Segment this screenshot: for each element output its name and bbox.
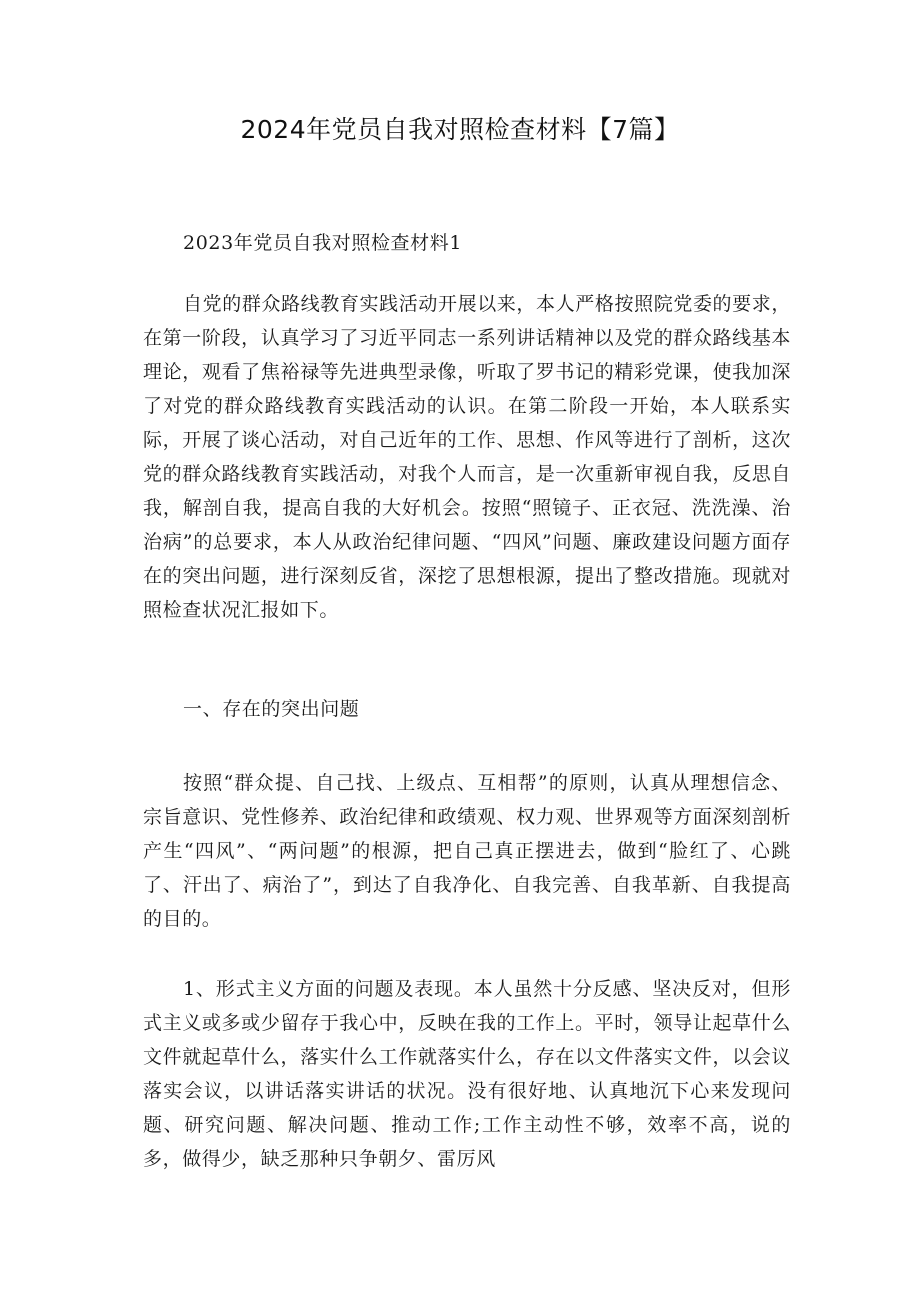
section-subtitle: 2023年党员自我对照检查材料1 (183, 232, 463, 254)
document-title: 2024年党员自我对照检查材料【7篇】 (240, 115, 680, 144)
section-heading-problems: 一、存在的突出问题 (183, 698, 360, 720)
paragraph-principles: 按照“群众提、自己找、上级点、互相帮”的原则，认真从理想信念、宗旨意识、党性修养、政治纪律和政绩观、权力观、世界观等方面深刻剖析产生“四风”、“两问题”的根源，把自己真正摆进去，做到“脸红了、心跳了、汗出了、病治了”，到达了自我净化、自我完善、自我革新、自我提高的目的。 (143, 772, 791, 930)
paragraph-intro: 自党的群众路线教育实践活动开展以来，本人严格按照院党委的要求，在第一阶段，认真学习了习近平同志一系列讲话精神以及党的群众路线基本理论，观看了焦裕禄等先进典型录像，听取了罗书记的精彩党课，使我加深了对党的群众路线教育实践活动的认识。在第二阶段一开始，本人联系实际，开展了谈心活动，对自己近年的工作、思想、作风等进行了剖析，这次党的群众路线教育实践活动，对我个人而言，是一次重新审视自我，反思自我，解剖自我，提高自我的大好机会。按照“照镜子、正衣冠、洗洗澡、治治病”的总要求，本人从政治纪律问题、“四风”问题、廉政建设问题方面存在的突出问题，进行深刻反省，深挖了思想根源，提出了整改措施。现就对照检查状况汇报如下。 (143, 293, 791, 621)
paragraph-formalism: 1、形式主义方面的问题及表现。本人虽然十分反感、坚决反对，但形式主义或多或少留存于我心中，反映在我的工作上。平时，领导让起草什么文件就起草什么，落实什么工作就落实什么，存在以文件落实文件，以会议落实会议，以讲话落实讲话的状况。没有很好地、认真地沉下心来发现问题、研究问题、解决问题、推动工作;工作主动性不够，效率不高，说的多，做得少，缺乏那种只争朝夕、雷厉风 (143, 978, 791, 1170)
